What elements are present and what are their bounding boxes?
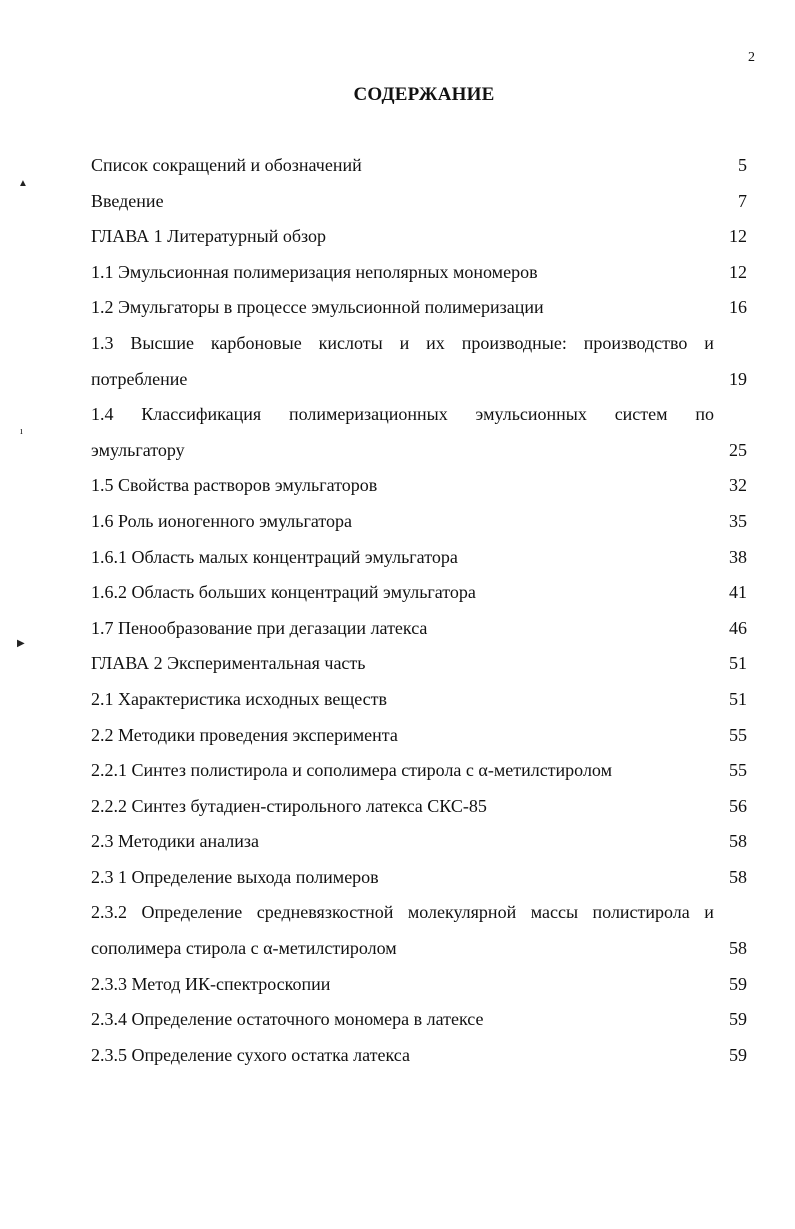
toc-entry-wrapped: 1.3 Высшие карбоновые кислоты и их производные: производство и потребление 19 <box>91 326 747 397</box>
toc-word: кислоты <box>318 332 383 353</box>
toc-word: производные: <box>461 332 567 353</box>
toc-entry: 2.3.3 Метод ИК-спектроскопии 59 <box>91 973 747 994</box>
toc-entry-wrapped: 2.3.2 Определение средневязкостной молекулярной массы полистирола и сополимера стирола с α-метилстиролом 58 <box>91 895 747 966</box>
toc-entry: 2.2 Методики проведения эксперимента 55 <box>91 724 747 745</box>
toc-word: 1.4 <box>91 404 114 425</box>
toc-entry: ГЛАВА 2 Экспериментальная часть 51 <box>91 653 747 674</box>
toc-word: и <box>704 902 714 923</box>
toc-word: Классификация <box>141 404 262 425</box>
page-number: 2 <box>748 50 755 65</box>
table-of-contents <box>91 148 747 1073</box>
toc-entry: 2.1 Характеристика исходных веществ 51 <box>91 688 747 709</box>
page-title: СОДЕРЖАНИЕ <box>353 84 495 105</box>
toc-word: их <box>426 332 445 353</box>
toc-entry: ГЛАВА 1 Литературный обзор 12 <box>91 226 747 247</box>
toc-entry: 1.2 Эмульгаторы в процессе эмульсионной полимеризации 16 <box>91 297 747 318</box>
scan-mark: ı <box>20 426 23 437</box>
toc-word: молекулярной <box>407 902 517 923</box>
toc-entry: 1.1 Эмульсионная полимеризация неполярных мономеров 12 <box>91 261 747 282</box>
scan-mark: ▲ <box>18 178 28 189</box>
toc-word: полистирола <box>592 902 690 923</box>
toc-entry: 2.3.5 Определение сухого остатка латекса 59 <box>91 1044 747 1065</box>
toc-word: и <box>399 332 410 353</box>
toc-entry: Список сокращений и обозначений 5 <box>91 155 747 175</box>
toc-word: массы <box>530 902 579 923</box>
toc-word: систем <box>614 404 668 425</box>
toc-word: 1.3 <box>91 332 114 353</box>
toc-entry: 1.6 Роль ионогенного эмульгатора 35 <box>91 510 747 531</box>
toc-word: по <box>695 404 714 425</box>
toc-entry: 2.3 1 Определение выхода полимеров 58 <box>91 866 747 887</box>
toc-entry: 1.6.1 Область малых концентраций эмульгатора 38 <box>91 546 747 567</box>
scan-mark: ▶ <box>17 638 25 649</box>
toc-entry: 1.7 Пенообразование при дегазации латекса 46 <box>91 617 747 638</box>
toc-entry: 1.6.2 Область больших концентраций эмульгатора 41 <box>91 582 747 603</box>
toc-word: полимеризационных <box>289 404 448 425</box>
toc-entry: Введение 7 <box>91 190 747 211</box>
toc-entry: 2.2.2 Синтез бутадиен-стирольного латекса СКС-85 56 <box>91 795 747 816</box>
toc-word: средневязкостной <box>256 902 394 923</box>
toc-word: карбоновые <box>210 332 302 353</box>
toc-word: и <box>704 332 714 353</box>
toc-word: 2.3.2 <box>91 902 127 923</box>
toc-entry: 2.3.4 Определение остаточного мономера в латексе 59 <box>91 1009 747 1030</box>
toc-entry: 2.3 Методики анализа 58 <box>91 831 747 852</box>
toc-word: Высшие <box>130 332 194 353</box>
toc-entry-wrapped: 1.4 Классификация полимеризационных эмульсионных систем по эмульгатору 25 <box>91 397 747 468</box>
toc-word: эмульсионных <box>475 404 587 425</box>
toc-word: производство <box>583 332 688 353</box>
toc-entry: 1.5 Свойства растворов эмульгаторов 32 <box>91 475 747 496</box>
toc-entry: 2.2.1 Синтез полистирола и сополимера стирола с α-метилстиролом 55 <box>91 760 747 781</box>
toc-word: Определение <box>141 902 243 923</box>
